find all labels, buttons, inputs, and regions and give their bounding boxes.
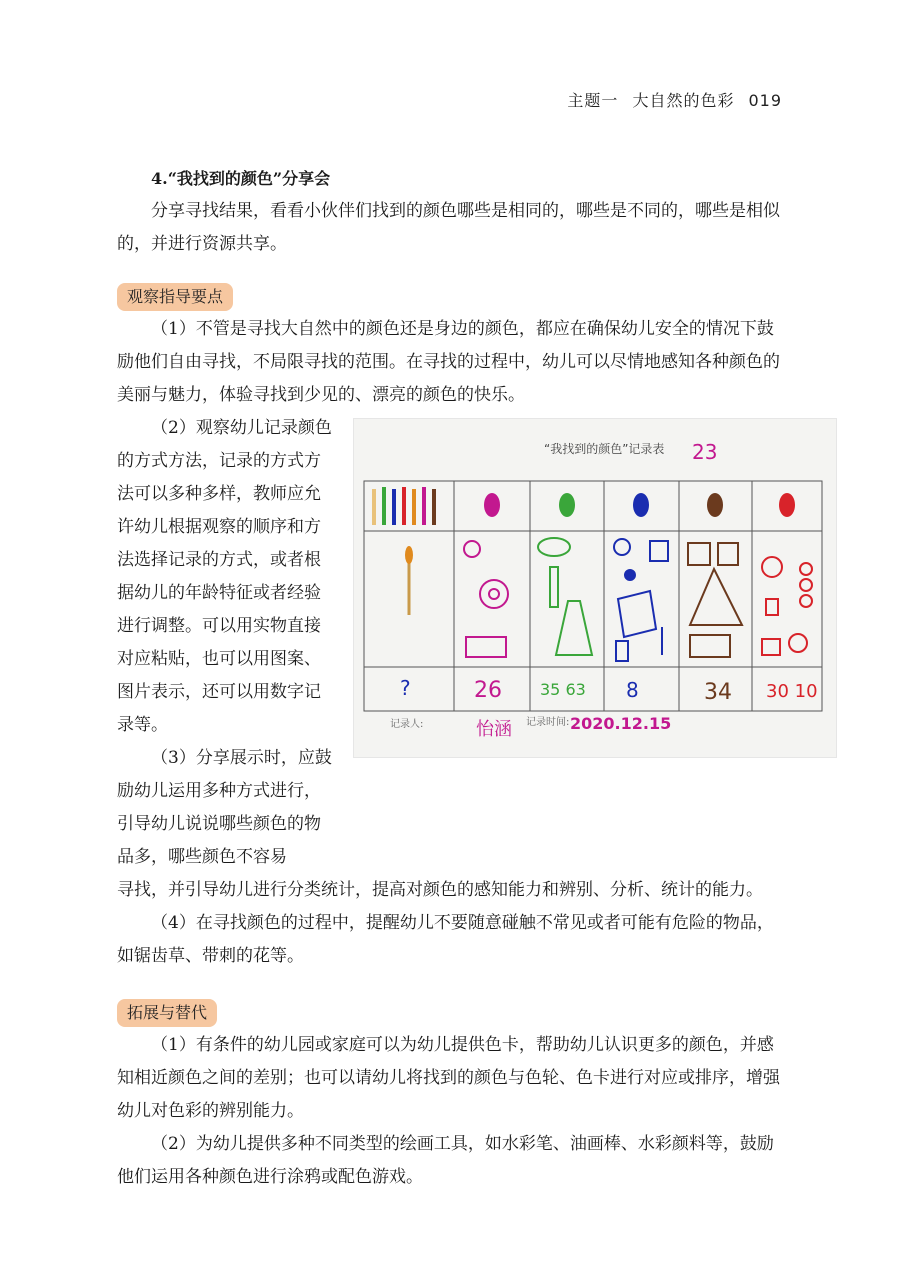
count-red: 30 10 xyxy=(766,681,818,702)
paintbrush-drawing xyxy=(405,546,413,615)
blue-items-drawing xyxy=(614,539,668,661)
count-magenta: 26 xyxy=(474,678,502,703)
magenta-items-drawing xyxy=(464,541,508,657)
observation-p2: （2）观察幼儿记录颜色的方式方法，记录的方式方法可以多种多样，教师应允许幼儿根据观察的顺序和方法选择记录的方式，或者根据幼儿的年龄特征或者经验进行调整。可以用实物直接对应粘贴，也可以用图案、图片表示，还可以用数字记录等。 xyxy=(117,418,332,735)
time-value: 2020.12.15 xyxy=(570,714,672,733)
count-green: 35 63 xyxy=(540,680,586,699)
color-dot-green xyxy=(559,493,575,517)
page-content xyxy=(117,162,818,1194)
header-page-number: 019 xyxy=(748,91,782,110)
brown-items-drawing xyxy=(688,543,742,657)
section-4-title: 4.“我找到的颜色”分享会 xyxy=(151,169,331,188)
color-dot-magenta xyxy=(484,493,500,517)
header-chapter: 大自然的色彩 xyxy=(632,91,735,110)
green-items-drawing xyxy=(538,538,592,655)
color-dot-red xyxy=(779,493,795,517)
count-brushes: ? xyxy=(400,676,411,700)
color-dot-blue xyxy=(633,493,649,517)
figure-row xyxy=(117,412,818,874)
observation-p4: （4）在寻找颜色的过程中，提醒幼儿不要随意碰触不常见或者可能有危险的物品，如锯齿草、带刺的花等。 xyxy=(117,913,774,966)
sheet-number: 23 xyxy=(692,440,718,464)
observation-tag: 观察指导要点 xyxy=(117,283,233,311)
paintbrushes-icon xyxy=(372,487,436,525)
observation-p1: （1）不管是寻找大自然中的颜色还是身边的颜色，都应在确保幼儿安全的情况下鼓励他们自由寻找，不局限寻找的范围。在寻找的过程中，幼儿可以尽情地感知各种颜色的美丽与魅力，体验寻找到少见的、漂亮的颜色的快乐。 xyxy=(117,319,780,405)
record-sheet-drawing xyxy=(354,419,836,757)
recorder-label: 记录人: xyxy=(390,719,424,730)
sheet-title: “我找到的颜色”记录表 xyxy=(544,442,665,456)
count-brown: 34 xyxy=(704,680,732,705)
extension-tag: 拓展与替代 xyxy=(117,999,217,1027)
page-header xyxy=(553,88,782,111)
observation-p3-a: （3）分享展示时，应鼓励幼儿运用多种方式进行，引导幼儿说说哪些颜色的物品多，哪些颜色不容易 xyxy=(117,748,332,867)
time-label: 记录时间: xyxy=(526,717,570,728)
count-blue: 8 xyxy=(626,678,639,702)
observation-p3-b: 寻找，并引导幼儿进行分类统计，提高对颜色的感知能力和辨别、分析、统计的能力。 xyxy=(117,880,763,900)
section-4-body: 分享寻找结果，看看小伙伴们找到的颜色哪些是相同的，哪些是不同的，哪些是相似的，并进行资源共享。 xyxy=(117,201,780,254)
record-sheet-photo xyxy=(353,418,837,758)
color-dot-brown xyxy=(707,493,723,517)
recorder-name: 怡涵 xyxy=(476,719,512,740)
extension-p2: （2）为幼儿提供多种不同类型的绘画工具，如水彩笔、油画棒、水彩颜料等，鼓励他们运用各种颜色进行涂鸦或配色游戏。 xyxy=(117,1134,774,1187)
extension-p1: （1）有条件的幼儿园或家庭可以为幼儿提供色卡，帮助幼儿认识更多的颜色，并感知相近颜色之间的差别；也可以请幼儿将找到的颜色与色轮、色卡进行对应或排序，增强幼儿对色彩的辨别能力。 xyxy=(117,1035,780,1121)
red-items-drawing xyxy=(762,557,812,655)
header-theme: 主题一 xyxy=(567,91,619,110)
